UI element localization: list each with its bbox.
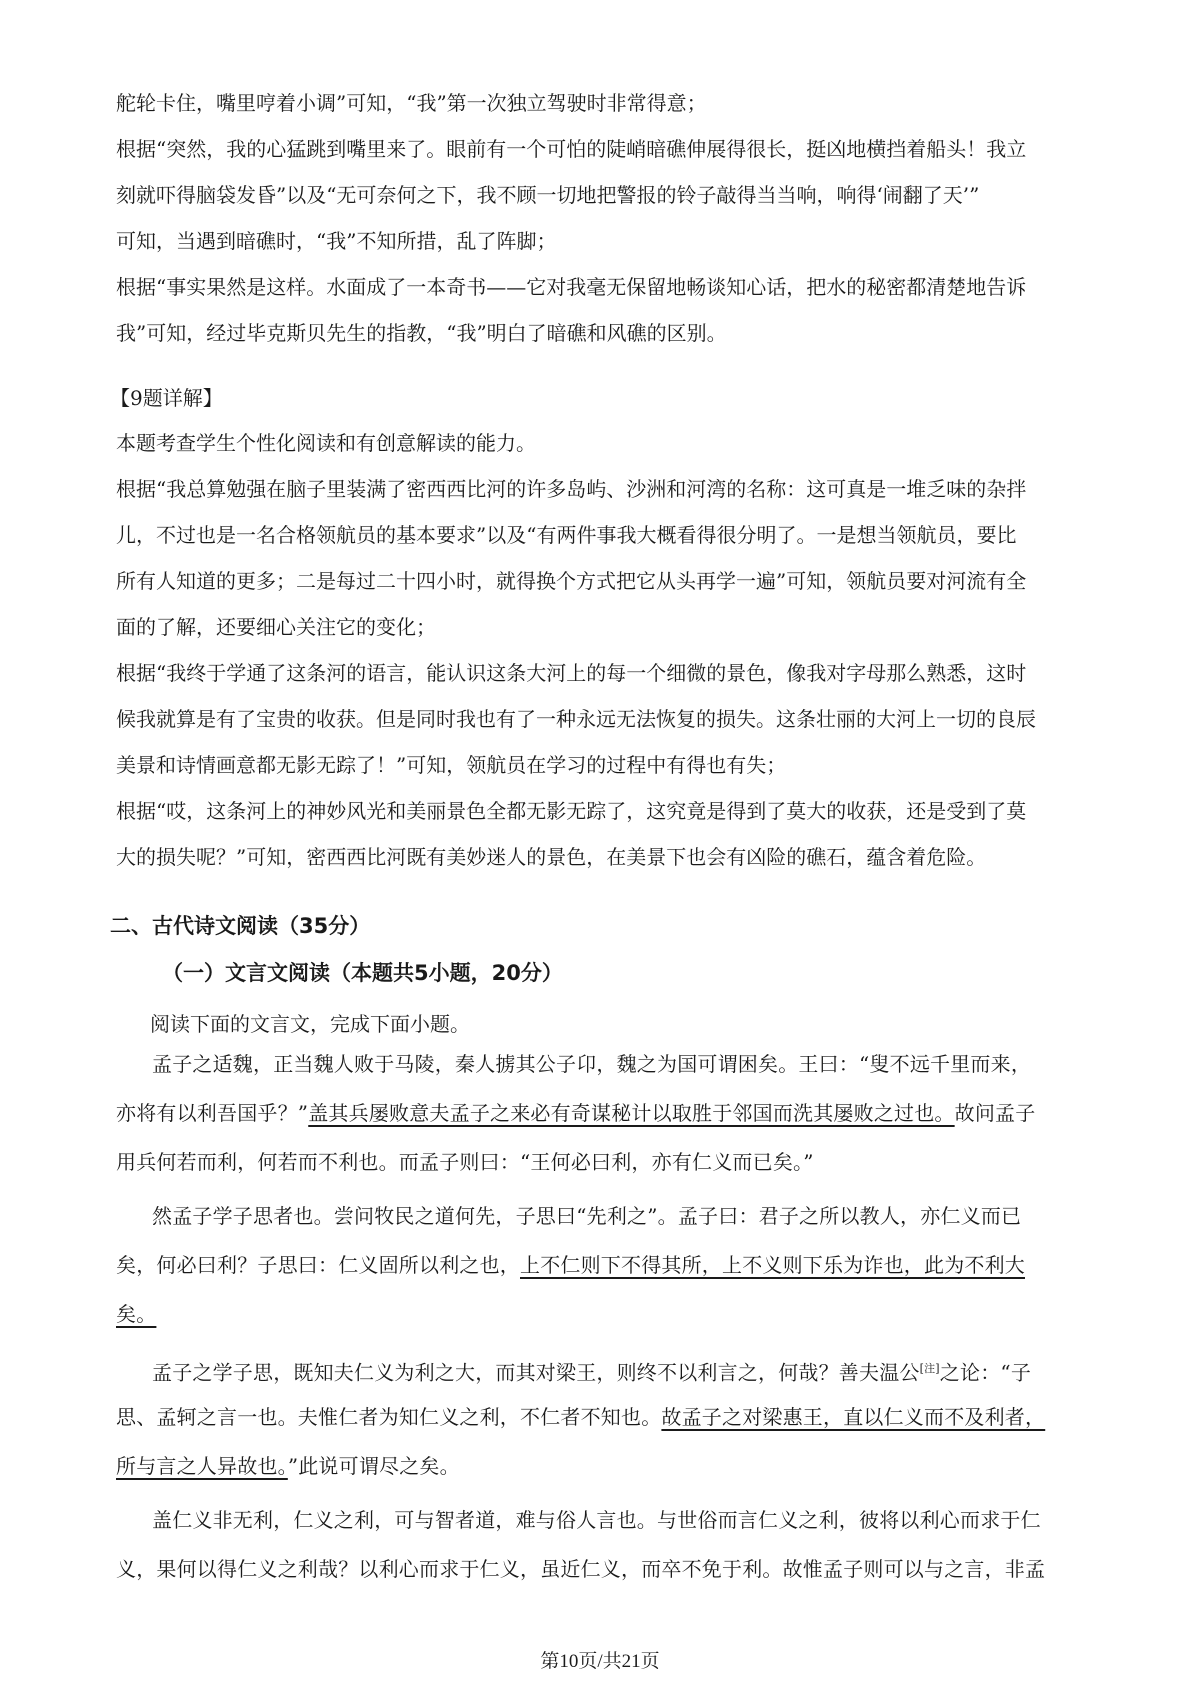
- text-line: [116, 1290, 1096, 1339]
- text-line: 孟子之适魏，正当魏人败于马陵，秦人掳其公子卬，魏之为国可谓困矣。王曰：“叟不远千里而来，: [152, 1052, 1032, 1076]
- text-line: 然孟子学子思者也。尝问牧民之道何先，子思曰“先利之”。孟子曰：君子之所以教人，亦仁义而已: [152, 1204, 1022, 1228]
- text-line: 用兵何若而利，何若而不利也。而孟子则曰：“王何必曰利，亦有仁义而已矣。”: [116, 1150, 814, 1174]
- text-line: 面的了解，还要细心关注它的变化；: [116, 615, 436, 639]
- text-line: 我”可知，经过毕克斯贝先生的指教，“我”明白了暗礁和风礁的区别。: [116, 321, 727, 345]
- text-line: 孟子之学子思，既知夫仁义为利之大，而其对梁王，则终不以利言之，何哉？善夫温公[注]之论：“子: [152, 1360, 1032, 1385]
- text-line: 本题考查学生个性化阅读和有创意解读的能力。: [116, 431, 536, 455]
- underlined-sentence: 盖其兵屡败意夫孟子之来必有奇谋秘计以取胜于邻国而洗其屡败之过也。: [308, 1101, 955, 1125]
- section-title: 二、古代诗文阅读（35分）: [110, 914, 371, 938]
- answer8-tail: [116, 80, 1096, 356]
- classical-paragraph-2: [116, 1192, 1096, 1339]
- subsection-title: （一）文言文阅读（本题共5小题，20分）: [162, 961, 563, 985]
- text-line: 根据“突然，我的心猛跳到嘴里来了。眼前有一个可怕的陡峭暗礁伸展得很长，挺凶地横挡着船头！我立: [116, 137, 1027, 161]
- underlined-sentence: 所与言之人异故也。: [116, 1454, 288, 1478]
- text-line: 根据“我终于学通了这条河的语言，能认识这条大河上的每一个细微的景色，像我对字母那么熟悉，这时: [116, 661, 1027, 685]
- classical-paragraph-4: [116, 1496, 1096, 1594]
- text-line: 根据“事实果然是这样。水面成了一本奇书——它对我毫无保留地畅谈知心话，把水的秘密都清楚地告诉: [116, 275, 1027, 299]
- instruction-text: 阅读下面的文言文，完成下面小题。: [150, 1012, 470, 1036]
- text-line: 刻就吓得脑袋发昏”以及“无可奈何之下，我不顾一切地把警报的铃子敲得当当响，响得‘闹翻了天’”: [116, 183, 980, 207]
- text-line: 根据“我总算勉强在脑子里装满了密西西比河的许多岛屿、沙洲和河湾的名称：这可真是一堆乏味的杂拌: [116, 477, 1027, 501]
- text-line: 义，果何以得仁义之利哉？以利心而求于仁义，虽近仁义，而卒不免于利。故惟孟子则可以与之言，非孟: [116, 1557, 1046, 1581]
- page-number: 第10页/共21页: [540, 1651, 660, 1672]
- underlined-sentence: 故孟子之对梁惠王，直以仁义而不及利者，: [661, 1405, 1046, 1429]
- text-line: 可知，当遇到暗礁时，“我”不知所措，乱了阵脚；: [116, 229, 557, 253]
- text-line: 大的损失呢？”可知，密西西比河既有美妙迷人的景色，在美景下也会有凶险的礁石，蕴含着危险。: [116, 845, 987, 869]
- footnote-marker: [注]: [919, 1362, 940, 1375]
- text-line: 舵轮卡住，嘴里哼着小调”可知，“我”第一次独立驾驶时非常得意；: [116, 91, 707, 115]
- text-line: 思、孟轲之言一也。夫惟仁者为知仁义之利，不仁者不知也。故孟子之对梁惠王，直以仁义而不及利者，: [116, 1405, 1046, 1429]
- text-line: 盖仁义非无利，仁义之利，可与智者道，难与俗人言也。与世俗而言仁义之利，彼将以利心而求于仁: [152, 1508, 1041, 1532]
- text-line: 根据“哎，这条河上的神妙风光和美丽景色全都无影无踪了，这究竟是得到了莫大的收获，还是受到了莫: [116, 799, 1027, 823]
- classical-paragraph-1: [116, 1040, 1096, 1187]
- underlined-sentence: 矣。: [116, 1302, 157, 1326]
- text-line: 候我就算是有了宝贵的收获。但是同时我也有了一种永远无法恢复的损失。这条壮丽的大河上一切的良辰: [116, 707, 1036, 731]
- text-line: 矣，何必曰利？子思曰：仁义固所以利之也，上不仁则下不得其所，上不义则下乐为诈也，此为不利大: [116, 1253, 1025, 1277]
- underlined-sentence: 上不仁则下不得其所，上不义则下乐为诈也，此为不利大: [520, 1253, 1025, 1277]
- text-line: 儿，不过也是一名合格领航员的基本要求”以及“有两件事我大概看得很分明了。一是想当领航员，要比: [116, 523, 1017, 547]
- text-line: 美景和诗情画意都无影无踪了！”可知，领航员在学习的过程中有得也有失；: [116, 753, 787, 777]
- classical-paragraph-3: [116, 1344, 1096, 1491]
- answer9-body: [116, 420, 1096, 880]
- answer9-title: 【9题详解】: [110, 386, 223, 410]
- text-line: 亦将有以利吾国乎？”盖其兵屡败意夫孟子之来必有奇谋秘计以取胜于邻国而洗其屡败之过也。故问孟子: [116, 1101, 1036, 1125]
- text-line: 所与言之人异故也。”此说可谓尽之矣。: [116, 1454, 460, 1478]
- text-line: 所有人知道的更多；二是每过二十四小时，就得换个方式把它从头再学一遍”可知，领航员要对河流有全: [116, 569, 1027, 593]
